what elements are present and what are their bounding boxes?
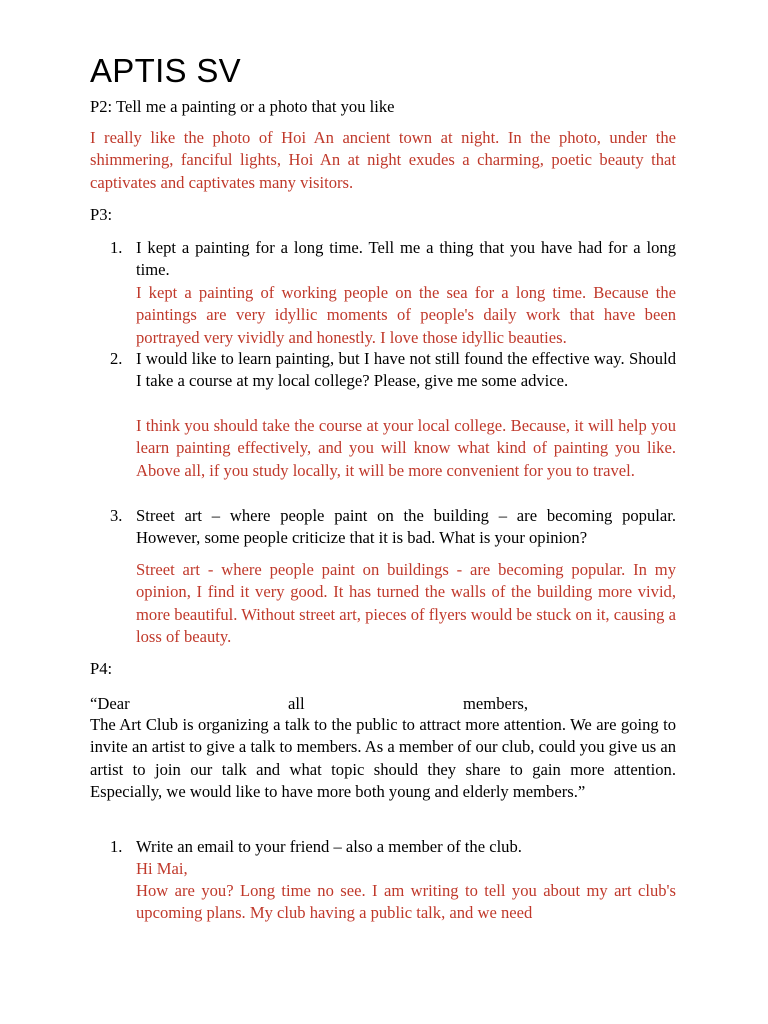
p3-item-1-question: I kept a painting for a long time. Tell me a thing that you have had for a long time. — [136, 238, 676, 280]
letter-body: The Art Club is organizing a talk to the public to attract more attention. We are going to invite an artist to give a talk to members. As a member of our club, could you give us an artist to join our talk and what topic should they share to gain more attention. Especially, we would like to have more both young and elderly members.” — [90, 715, 676, 802]
p2-question: P2: Tell me a painting or a photo that you like — [90, 97, 395, 116]
email-greeting: Hi Mai, — [136, 859, 188, 878]
page-title: APTIS SV — [90, 52, 241, 89]
p3-item-2-number: 2. — [110, 349, 123, 368]
salutation-word-2: all — [288, 694, 305, 713]
salutation-word-3: members, — [463, 694, 528, 713]
p3-item-3-question: Street art – where people paint on the building – are becoming popular. However, some people criticize that it is bad. What is your opinion? — [136, 506, 676, 548]
p3-item-2-question: I would like to learn painting, but I have not still found the effective way. Should I take a course at my local college? Please, give me some advice. — [136, 349, 676, 391]
p4-item-1-question: Write an email to your friend – also a member of the club. — [136, 837, 522, 856]
p3-item-3-answer: Street art - where people paint on buildings - are becoming popular. In my opinion, I find it very good. It has turned the walls of the building more vivid, more beautiful. Without street art, pieces of flyers would be stuck on it, causing a loss of beauty. — [136, 560, 676, 647]
p3-heading: P3: — [90, 205, 113, 224]
p3-item-1-answer: I kept a painting of working people on the sea for a long time. Because the paintings are very idyllic moments of people's daily work that have been portrayed very vividly and honestly. I love those idyllic beauties. — [136, 283, 676, 347]
letter-salutation — [90, 693, 676, 715]
p4-heading: P4: — [90, 659, 113, 678]
p3-item-2-answer: I think you should take the course at your local college. Because, it will help you learn painting effectively, and you will know what kind of painting you like. Above all, if you study locally, it will be more convenient for you to travel. — [136, 416, 676, 480]
email-body: How are you? Long time no see. I am writing to tell you about my art club's upcoming plans. My club having a public talk, and we need — [136, 881, 676, 923]
p3-item-3-number: 3. — [110, 506, 123, 525]
salutation-word-1: “Dear — [90, 694, 130, 713]
p3-item-1-number: 1. — [110, 238, 123, 257]
p2-answer: I really like the photo of Hoi An ancient town at night. In the photo, under the shimmering, fanciful lights, Hoi An at night exudes a charming, poetic beauty that captivates and captivates many visitors. — [90, 128, 676, 192]
p4-item-1-number: 1. — [110, 837, 123, 856]
